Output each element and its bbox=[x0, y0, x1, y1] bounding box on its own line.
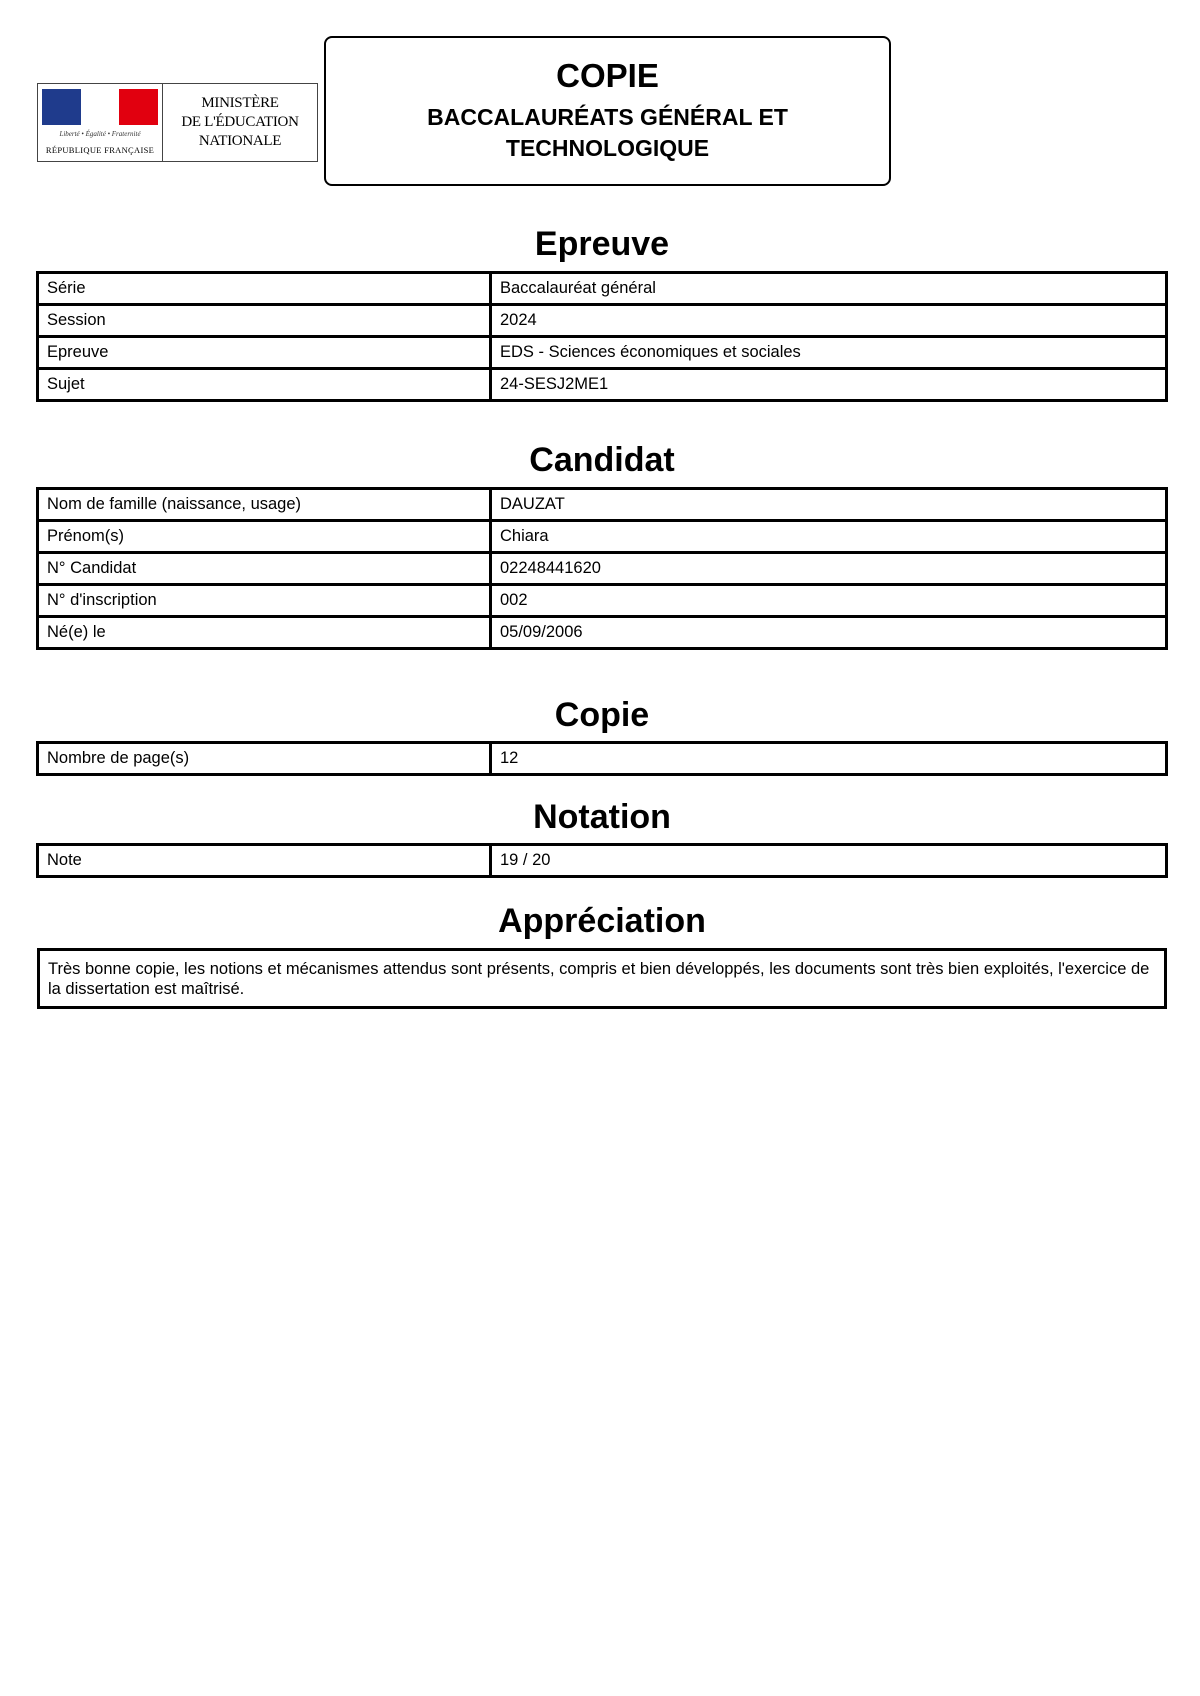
row-value: 24-SESJ2ME1 bbox=[491, 369, 1167, 401]
row-value: 12 bbox=[491, 743, 1167, 775]
marianne-block bbox=[38, 84, 163, 161]
row-value: 2024 bbox=[491, 305, 1167, 337]
row-label: N° d'inscription bbox=[38, 585, 491, 617]
section-title-epreuve: Epreuve bbox=[534, 225, 670, 263]
logo-republic: RÉPUBLIQUE FRANÇAISE bbox=[45, 145, 155, 155]
title-box bbox=[324, 36, 891, 186]
row-label: Session bbox=[38, 305, 491, 337]
copie-table bbox=[36, 741, 1168, 776]
ministry-name bbox=[163, 84, 317, 161]
row-value: 19 / 20 bbox=[491, 845, 1167, 877]
row-value: EDS - Sciences économiques et sociales bbox=[491, 337, 1167, 369]
logo-motto: Liberté • Égalité • Fraternité bbox=[59, 130, 141, 138]
ministry-line: NATIONALE bbox=[198, 133, 282, 149]
table-row bbox=[38, 585, 1167, 617]
section-title-copie: Copie bbox=[554, 696, 650, 734]
table-row bbox=[38, 489, 1167, 521]
appreciation-text: Très bonne copie, les notions et mécanismes attendus sont présents, compris et bien développés, les documents sont très bien exploités, l'exercice de la dissertation est maîtrisé. bbox=[37, 948, 1167, 1009]
table-row bbox=[38, 553, 1167, 585]
french-flag-icon bbox=[42, 89, 158, 125]
table-row bbox=[38, 845, 1167, 877]
table-row bbox=[38, 337, 1167, 369]
table-row bbox=[38, 273, 1167, 305]
row-value: Chiara bbox=[491, 521, 1167, 553]
row-label: Prénom(s) bbox=[38, 521, 491, 553]
row-value: 002 bbox=[491, 585, 1167, 617]
row-label: N° Candidat bbox=[38, 553, 491, 585]
row-value: 05/09/2006 bbox=[491, 617, 1167, 649]
page-subtitle: BACCALAURÉATS GÉNÉRAL ET TECHNOLOGIQUE bbox=[427, 104, 788, 161]
ministry-line: MINISTÈRE bbox=[201, 95, 279, 111]
table-row bbox=[38, 521, 1167, 553]
epreuve-table bbox=[36, 271, 1168, 402]
row-value: Baccalauréat général bbox=[491, 273, 1167, 305]
notation-table bbox=[36, 843, 1168, 878]
table-row bbox=[38, 617, 1167, 649]
row-value: 02248441620 bbox=[491, 553, 1167, 585]
row-label: Nombre de page(s) bbox=[38, 743, 491, 775]
row-label: Sujet bbox=[38, 369, 491, 401]
ministry-line: DE L'ÉDUCATION bbox=[181, 114, 299, 130]
section-title-appreciation: Appréciation bbox=[498, 902, 706, 940]
table-row bbox=[38, 305, 1167, 337]
row-label: Nom de famille (naissance, usage) bbox=[38, 489, 491, 521]
candidat-table bbox=[36, 487, 1168, 650]
row-label: Note bbox=[38, 845, 491, 877]
row-label: Epreuve bbox=[38, 337, 491, 369]
table-row bbox=[38, 369, 1167, 401]
section-title-notation: Notation bbox=[533, 798, 671, 836]
row-value: DAUZAT bbox=[491, 489, 1167, 521]
page-title: COPIE bbox=[556, 57, 659, 94]
section-title-candidat: Candidat bbox=[529, 441, 675, 479]
row-label: Né(e) le bbox=[38, 617, 491, 649]
table-row bbox=[38, 743, 1167, 775]
row-label: Série bbox=[38, 273, 491, 305]
ministry-logo bbox=[37, 83, 318, 162]
